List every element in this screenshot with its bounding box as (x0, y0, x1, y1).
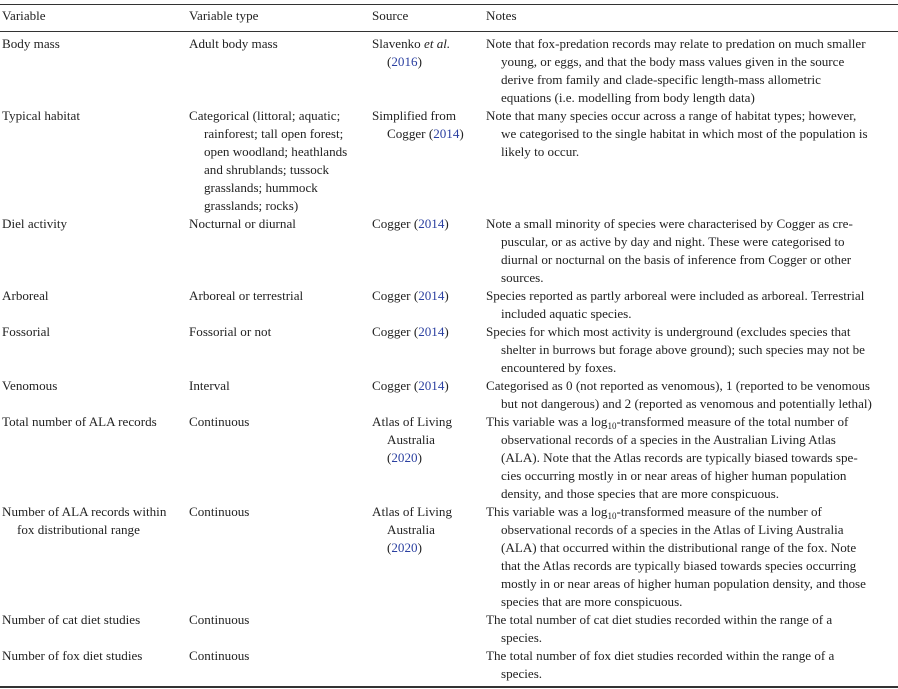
header-notes: Notes (486, 8, 517, 23)
row-source (372, 215, 449, 233)
notes-line: Species reported as partly arboreal were included as arboreal. Terrestrial (486, 288, 865, 303)
subscript-10: 10 (607, 511, 617, 521)
row-source (372, 107, 464, 143)
row-variable-type (189, 287, 303, 305)
notes-line: (ALA) that occurred within the distributional range of the fox. Note (501, 540, 857, 555)
row-variable (2, 611, 140, 629)
notes-line: equations (i.e. modelling from body length data) (501, 90, 755, 105)
row-source (372, 377, 449, 395)
variable-type-line: Continuous (189, 612, 250, 627)
variable-line: Venomous (2, 378, 58, 393)
source-line: Atlas of Living (372, 504, 453, 519)
notes-line: but not dangerous) and 2 (reported as venomous and potentially lethal) (501, 396, 872, 411)
row-notes (486, 107, 868, 161)
row-variable-type (189, 107, 347, 215)
variable-line: Fossorial (2, 324, 51, 339)
row-variable-type (189, 503, 249, 521)
notes-line: species. (501, 666, 543, 681)
row-notes (486, 323, 865, 377)
row-source (372, 413, 452, 467)
notes-line: shelter in burrows but forage above ground); such species may not be (501, 342, 865, 357)
source-line: (2016) (387, 54, 422, 69)
row-variable-type (189, 215, 296, 233)
source-line: Australia (387, 432, 435, 447)
source-line: Australia (387, 522, 435, 537)
row-notes (486, 413, 858, 503)
source-line: Cogger (2014) (372, 216, 449, 231)
notes-line: This variable was a $\log_{10}$-transformed measure of the number of (486, 504, 822, 521)
source-line: Cogger (2014) (372, 378, 449, 393)
citation-year-link: 2020 (391, 450, 418, 465)
variable-line: Body mass (2, 36, 60, 51)
row-source (372, 287, 449, 305)
notes-line: mostly in or near areas of higher human population density, and those (501, 576, 866, 591)
row-notes (486, 35, 866, 107)
row-variable (2, 377, 57, 395)
variable-type-line: Continuous (189, 414, 250, 429)
variable-type-line: Arboreal or terrestrial (189, 288, 304, 303)
row-variable-type (189, 35, 278, 53)
variable-type-line: grasslands; rocks) (204, 198, 299, 213)
variable-line: Number of ALA records within (2, 504, 167, 519)
row-variable (2, 287, 49, 305)
notes-line: that the Atlas records are typically biased towards species occurring (501, 558, 857, 573)
source-line: Cogger (2014) (372, 288, 449, 303)
variable-type-line: Interval (189, 378, 230, 393)
row-notes (486, 287, 864, 323)
source-line: Cogger (2014) (372, 324, 449, 339)
notes-line: The total number of fox diet studies recorded within the range of a (486, 648, 835, 663)
variable-type-line: Adult body mass (189, 36, 278, 51)
citation-year-link: 2014 (418, 378, 445, 393)
row-variable-type (189, 377, 230, 395)
notes-line: likely to occur. (501, 144, 580, 159)
row-variable (2, 647, 142, 665)
variable-type-line: Nocturnal or diurnal (189, 216, 296, 231)
et-al-text: et al. (424, 36, 451, 51)
subscript-10: 10 (607, 421, 617, 431)
citation-year-link: 2014 (418, 288, 445, 303)
notes-line: The total number of cat diet studies recorded within the range of a (486, 612, 833, 627)
notes-line: Categorised as 0 (not reported as venomous), 1 (reported to be venomous (486, 378, 870, 393)
variable-line: Diel activity (2, 216, 68, 231)
notes-line: observational records of a species in the Atlas of Living Australia (501, 522, 844, 537)
notes-line: puscular, or as active by day and night. These were categorised to (501, 234, 845, 249)
row-variable-type (189, 413, 249, 431)
source-line: Atlas of Living (372, 414, 453, 429)
row-notes (486, 503, 866, 611)
row-notes (486, 611, 832, 647)
notes-line: species that are more conspicuous. (501, 594, 683, 609)
table-bottom-rule (0, 686, 898, 688)
table-header-rule (0, 31, 898, 32)
notes-line: (ALA). Note that the Atlas records are typically biased towards spe- (501, 450, 858, 465)
source-line: Simplified from (372, 108, 457, 123)
row-notes (486, 647, 834, 683)
notes-line: young, or eggs, and that the body mass values given in the source (501, 54, 845, 69)
notes-line: sources. (501, 270, 544, 285)
variable-line: Number of cat diet studies (2, 612, 141, 627)
notes-line: diurnal or nocturnal on the basis of inference from Cogger or other (501, 252, 852, 267)
row-variable (2, 107, 80, 125)
source-line: Slavenko et al. (372, 36, 451, 51)
row-variable (2, 413, 157, 431)
citation-year-link: 2020 (391, 540, 418, 555)
row-variable (2, 323, 50, 341)
notes-line: observational records of a species in the Australian Living Atlas (501, 432, 836, 447)
variable-type-line: open woodland; heathlands (204, 144, 348, 159)
variable-type-line: rainforest; tall open forest; (204, 126, 344, 141)
notes-line: This variable was a $\log_{10}$-transformed measure of the total number of (486, 414, 849, 431)
variable-type-line: Fossorial or not (189, 324, 272, 339)
notes-line: derive from family and clade-specific length-mass allometric (501, 72, 821, 87)
variable-type-line: Continuous (189, 648, 250, 663)
table-top-rule (0, 4, 898, 5)
row-variable (2, 35, 60, 53)
notes-line: Note that many species occur across a range of habitat types; however, (486, 108, 857, 123)
notes-line: included aquatic species. (501, 306, 632, 321)
header-source: Source (372, 8, 409, 23)
row-variable (2, 215, 67, 233)
row-source (372, 323, 449, 341)
row-source (372, 503, 452, 557)
row-variable-type (189, 611, 249, 629)
notes-line: density, and those species that are more conspicuous. (501, 486, 780, 501)
citation-year-link: 2014 (418, 324, 445, 339)
notes-line: Note that fox-predation records may relate to predation on much smaller (486, 36, 866, 51)
notes-line: Note a small minority of species were characterised by Cogger as cre- (486, 216, 853, 231)
variable-line: Arboreal (2, 288, 49, 303)
source-line: (2020) (387, 450, 422, 465)
notes-line: cies occurring mostly in or near areas of higher human population (501, 468, 847, 483)
source-line: (2020) (387, 540, 422, 555)
row-source (372, 35, 450, 71)
citation-year-link: 2014 (418, 216, 445, 231)
variable-type-line: grasslands; hummock (204, 180, 318, 195)
variable-type-line: Categorical (littoral; aquatic; (189, 108, 341, 123)
variable-line: fox distributional range (17, 522, 140, 537)
source-line: Cogger (2014) (387, 126, 464, 141)
header-variable-type: Variable type (189, 8, 259, 23)
notes-line: species. (501, 630, 543, 645)
row-variable-type (189, 647, 249, 665)
variable-line: Typical habitat (2, 108, 80, 123)
header-variable: Variable (2, 8, 46, 23)
notes-line: Species for which most activity is underground (excludes species that (486, 324, 851, 339)
notes-line: encountered by foxes. (501, 360, 617, 375)
variable-line: Number of fox diet studies (2, 648, 143, 663)
row-notes (486, 377, 872, 413)
row-variable (2, 503, 166, 539)
variable-type-line: and shrublands; tussock (204, 162, 330, 177)
variable-line: Total number of ALA records (2, 414, 157, 429)
row-notes (486, 215, 853, 287)
variable-type-line: Continuous (189, 504, 250, 519)
notes-line: we categorised to the single habitat in which most of the population is (501, 126, 868, 141)
citation-year-link: 2014 (433, 126, 460, 141)
row-variable-type (189, 323, 271, 341)
citation-year-link: 2016 (391, 54, 418, 69)
